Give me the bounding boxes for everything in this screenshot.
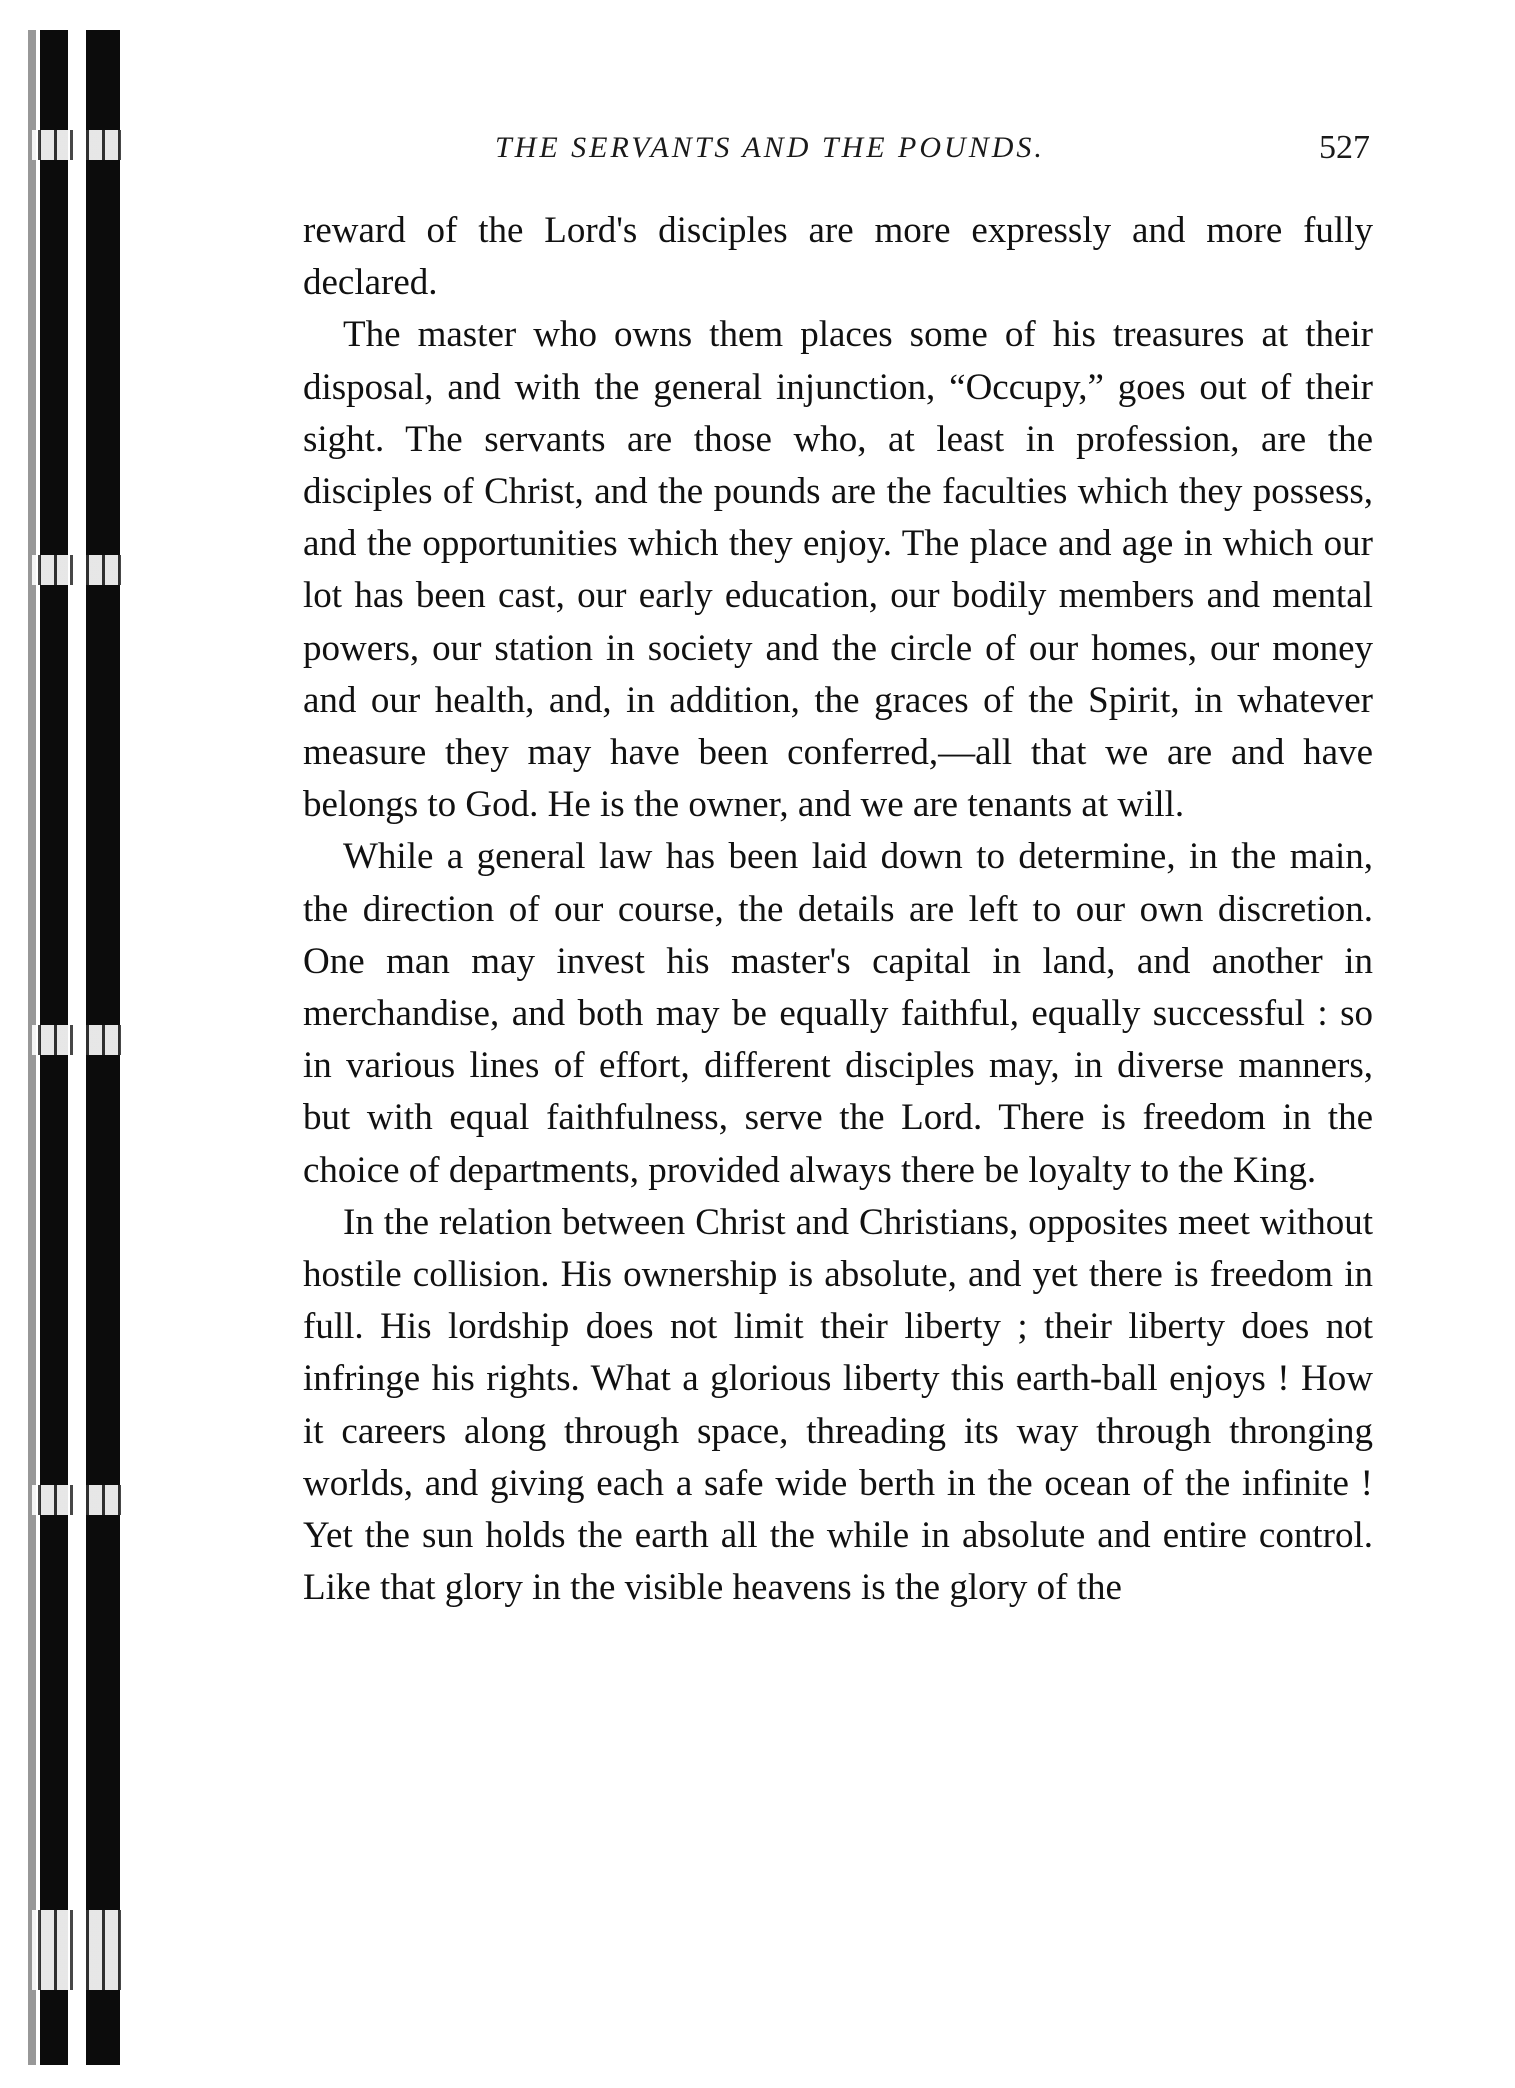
binding-strip [28, 30, 124, 2065]
paragraph: In the relation between Christ and Christians, opposites meet without hostile collision. His ownership is absolute, and yet there is freedom in full. His lordship does not limit their liberty ; their liberty does not infringe his rights. What a glorious liberty this earth-ball enjoys ! How it careers along through space, threading its way through thronging worlds, and giving each a safe wide berth in the ocean of the infinite ! Yet the sun holds the earth all the while in absolute and entire control. Like that glory in the visible heavens is the glory of the [303, 1201, 1373, 1609]
body-text [303, 205, 1373, 1614]
paragraph: While a general law has been laid down to determine, in the main, the direction of our course, the details are left to our own discretion. One man may invest his master's capital in land, and another in merchandise, and both may be equally faithful, equally successful : so in various lines of effort, different disciples may, in diverse manners, but with equal faithfulness, serve the Lord. There is freedom in the choice of departments, provided always there be loyalty to the King. [303, 836, 1373, 1191]
page-number: 527 [1319, 129, 1370, 166]
paragraph: The master who owns them places some of his treasures at their disposal, and with the general injunction, “Occupy,” goes out of their sight. The servants are those who, at least in profession, are the disciples of Christ, and the pounds are the faculties which they possess, and the opportunities which they enjoy. The place and age in which our lot has been cast, our early education, our bodily members and mental powers, our station in society and the circle of our homes, our money and our health, and, in addition, the graces of the Spirit, in whatever measure they may have been conferred,—all that we are and have belongs to God. He is the owner, and we are tenants at will. [303, 314, 1373, 826]
paragraph-continuation: reward of the Lord's disciples are more expressly and more fully declared. [303, 210, 1373, 304]
page-header [300, 125, 1370, 175]
running-title: THE SERVANTS AND THE POUNDS. [495, 131, 1045, 164]
